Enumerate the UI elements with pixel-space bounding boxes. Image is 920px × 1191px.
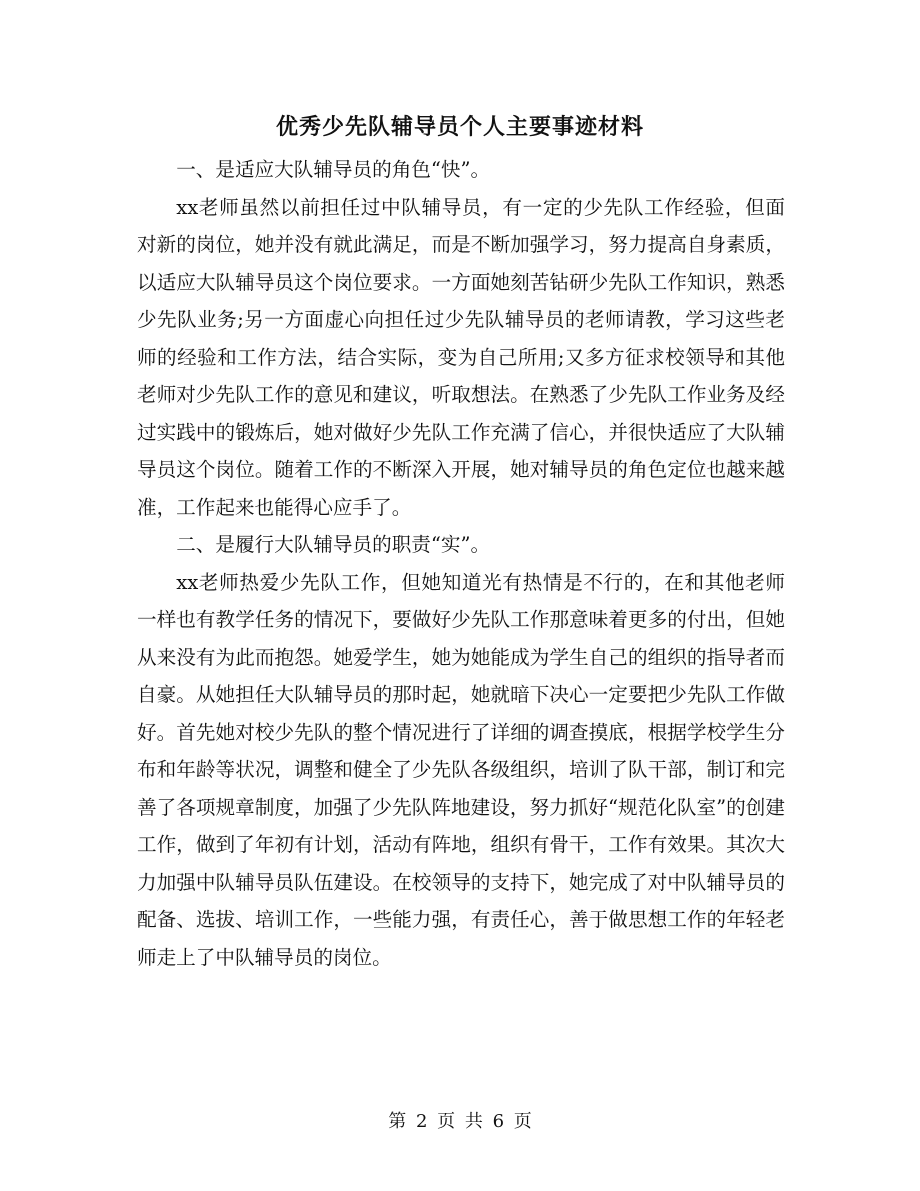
paragraph-1: xx老师虽然以前担任过中队辅导员，有一定的少先队工作经验，但面对新的岗位，她并没有就此满足，而是不断加强学习，努力提高自身素质，以适应大队辅导员这个岗位要求。一方面她刻苦钻研少先队工作知识，熟悉少先队业务;另一方面虚心向担任过少先队辅导员的老师请教，学习这些老师的经验和工作方法，结合实际，变为自己所用;又多方征求校领导和其他老师对少先队工作的意见和建议，听取想法。在熟悉了少先队工作业务及经过实践中的锻炼后，她对做好少先队工作充满了信心，并很快适应了大队辅导员这个岗位。随着工作的不断深入开展，她对辅导员的角色定位也越来越准，工作起来也能得心应手了。 [137, 195, 785, 519]
section-heading-1: 一、是适应大队辅导员的角色“快”。 [176, 158, 491, 181]
page-footer: 第 2 页 共 6 页 [388, 1111, 532, 1132]
document-body [137, 151, 785, 976]
document-title: 优秀少先队辅导员个人主要事迹材料 [275, 114, 644, 140]
section-heading-2: 二、是履行大队辅导员的职责“实”。 [176, 533, 491, 556]
paragraph-2: xx老师热爱少先队工作，但她知道光有热情是不行的，在和其他老师一样也有教学任务的情况下，要做好少先队工作那意味着更多的付出，但她从来没有为此而抱怨。她爱学生，她为她能成为学生自己的组织的指导者而自豪。从她担任大队辅导员的那时起，她就暗下决心一定要把少先队工作做好。首先她对校少先队的整个情况进行了详细的调查摸底，根据学校学生分布和年龄等状况，调整和健全了少先队各级组织，培训了队干部，制订和完善了各项规章制度，加强了少先队阵地建设，努力抓好“规范化队室”的创建工作，做到了年初有计划，活动有阵地，组织有骨干，工作有效果。其次大力加强中队辅导员队伍建设。在校领导的支持下，她完成了对中队辅导员的配备、选拔、培训工作，一些能力强，有责任心，善于做思想工作的年轻老师走上了中队辅导员的岗位。 [137, 570, 785, 969]
